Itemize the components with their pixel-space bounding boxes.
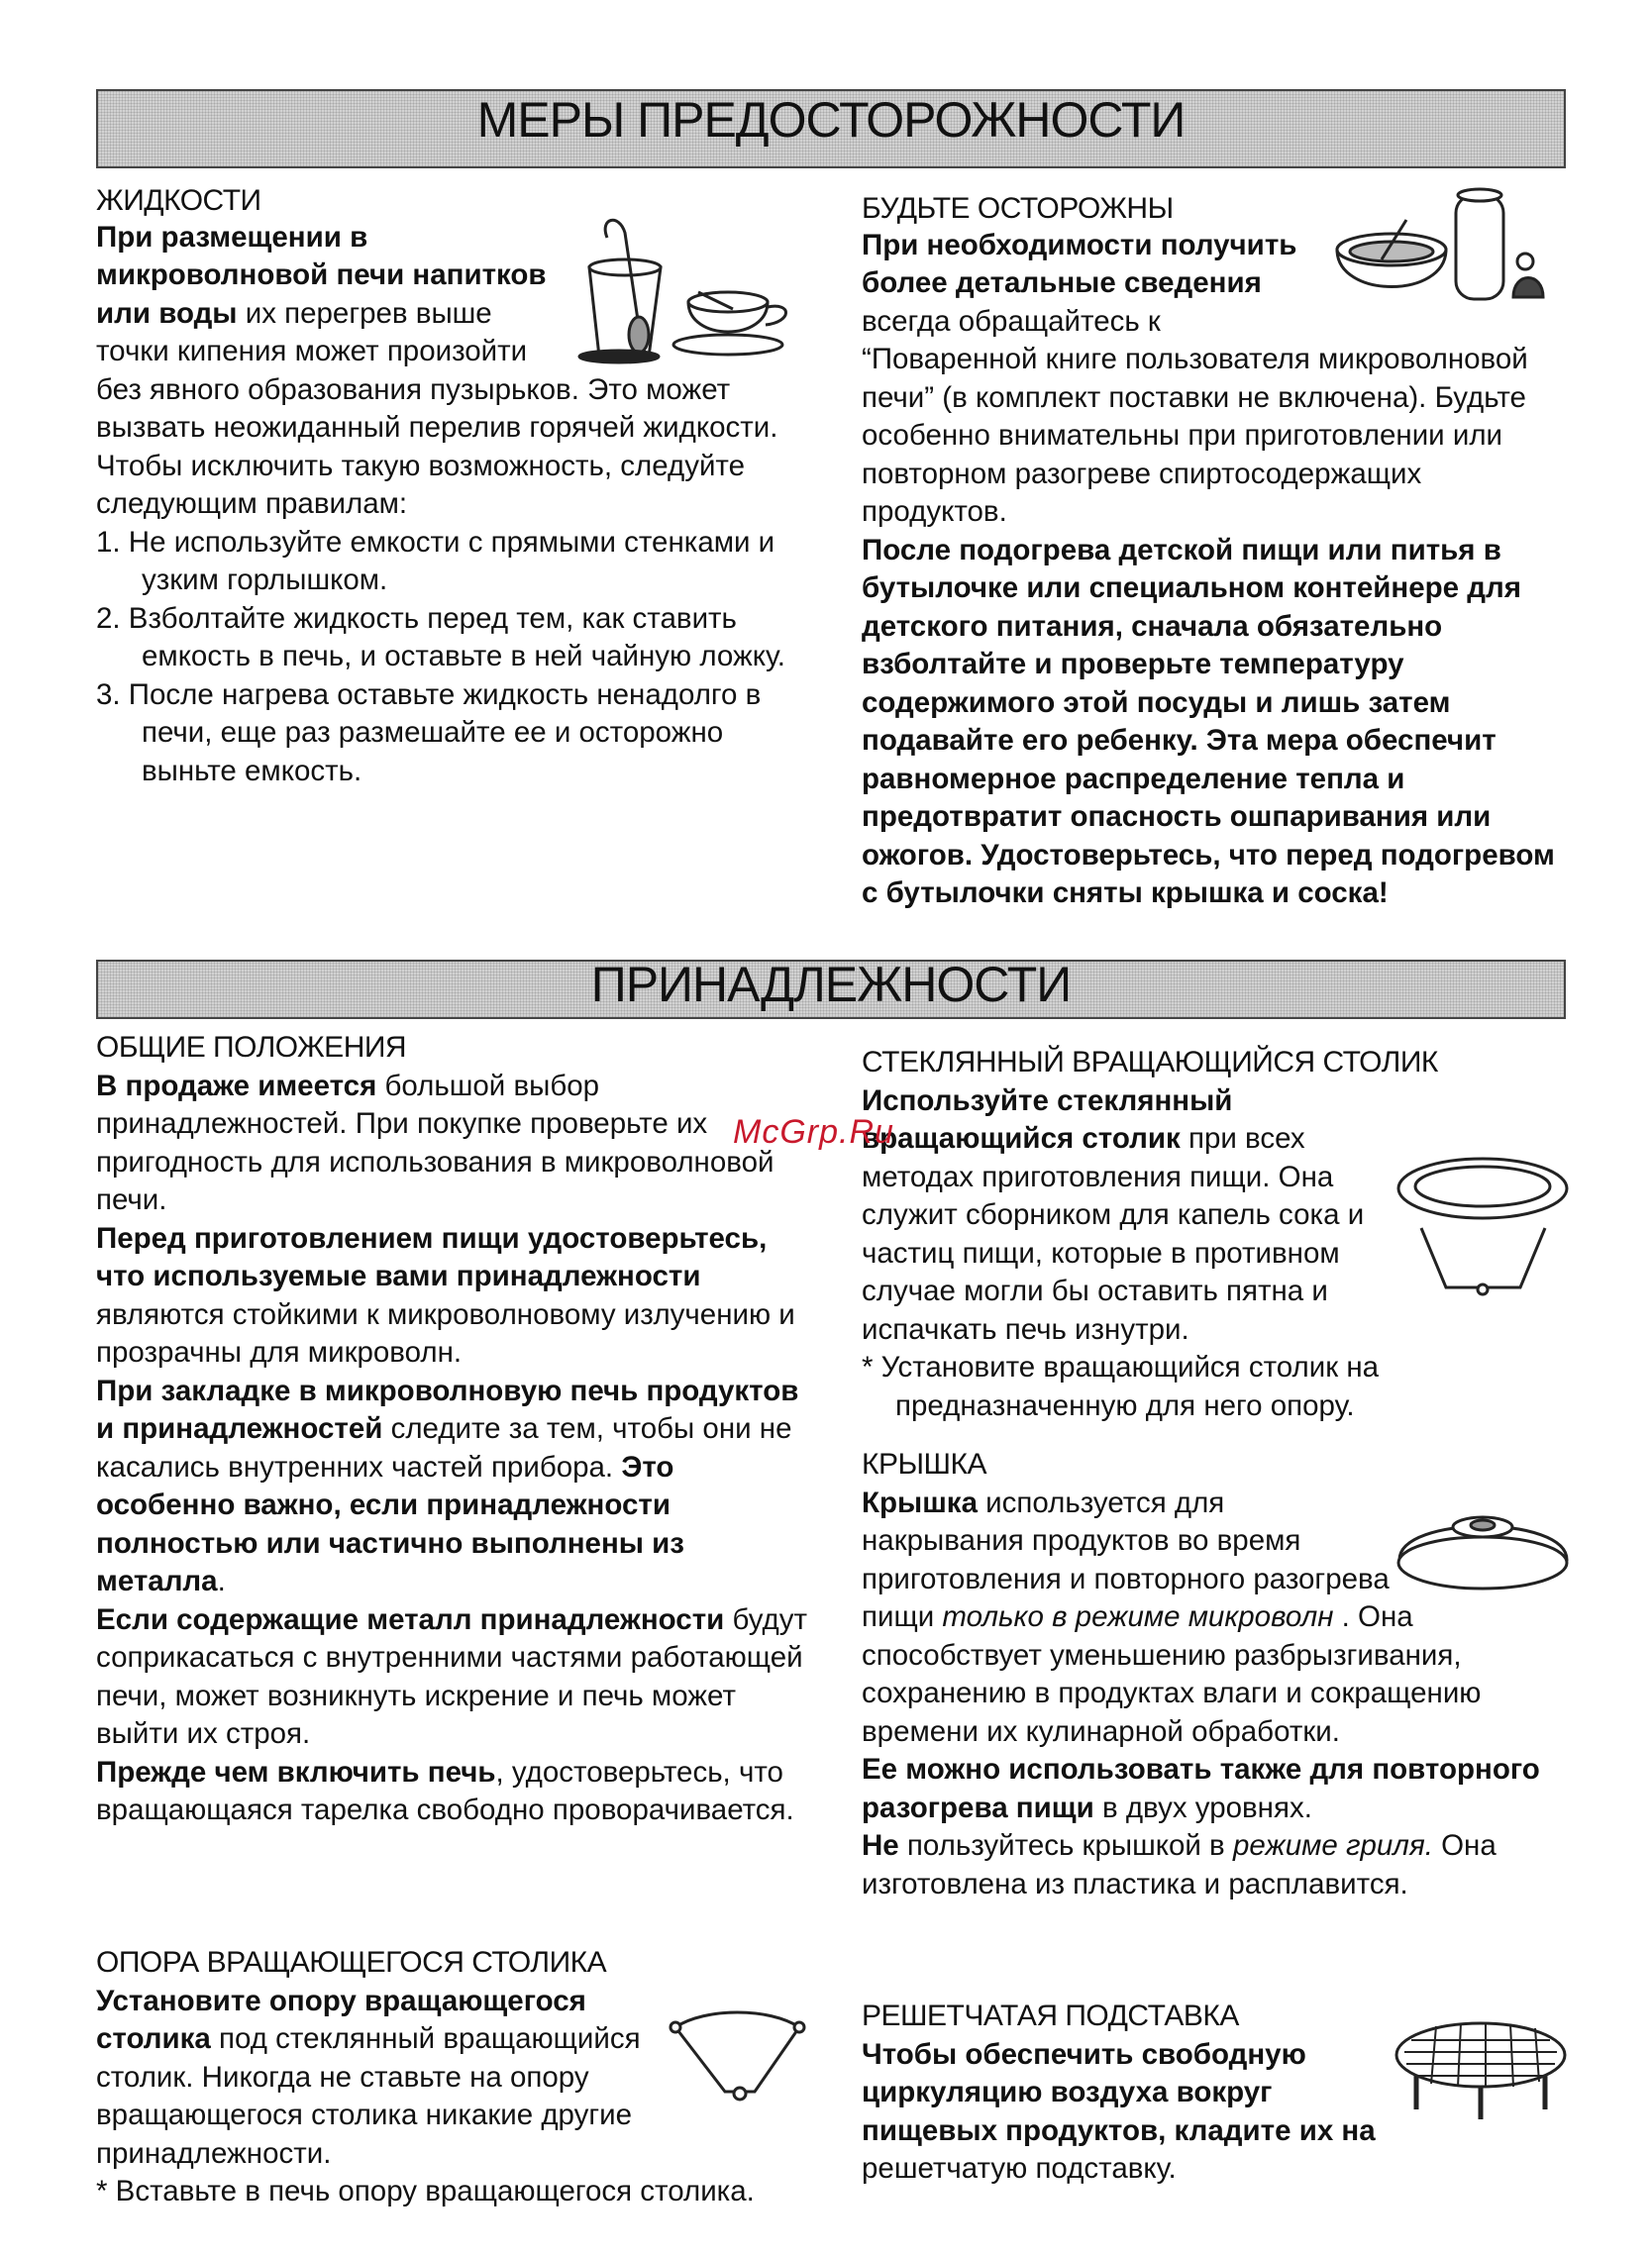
bowl-bottle-illustration (1327, 180, 1550, 319)
careful-bold-text: При необходимости получить более детальные сведения (862, 228, 1297, 299)
liquids-text: их перегрев выше точки кипения может произойти без явного образования пузырьков. Это может вызвать неожиданный перелив горячей жидкости. Чтобы исключить такую возможность, следуйте следующим правилам: (96, 296, 778, 520)
rack-text: решетчатую подставку. (862, 2152, 1177, 2185)
turntable-bold-text: Используйте стеклянный вращающийся столик (862, 1083, 1233, 1155)
cover-text-3: пользуйтесь крышкой в (898, 1829, 1233, 1862)
cover-text: используется для накрывания продуктов во время приготовления и повторного разогрева пищи (862, 1486, 1390, 1633)
support-heading: ОПОРА ВРАЩАЮЩЕГОСЯ СТОЛИКА (96, 1946, 607, 1979)
cover-paragraph-3 (862, 1827, 1575, 1903)
baby-food-warning: После подогрева детской пищи или питья в бутылочке или специальном контейнере для детского питания, сначала обязательно взболтайте и проверьте температуру содержимого этой посуды и лишь затем подавайте его ребенку. Эта мера обеспечит равномерное распределение тепла и предотвратит опасность ошпаривания или ожогов. Удостоверьтесь, что перед подогревом с бутылочки сняты крышка и соска! (862, 533, 1555, 909)
accessories-title: ПРИНАДЛЕЖНОСТИ (590, 957, 1072, 1012)
general-paragraph-1 (96, 1068, 809, 1220)
general-text-3: следите за тем, чтобы они не касались внутренних частей прибора. (96, 1412, 792, 1484)
general-bold-1: В продаже имеется (96, 1069, 377, 1102)
liquids-rule-2: 2. Взболтайте жидкость перед тем, как ставить емкость в печь, и оставьте в ней чайную ложку. (96, 601, 785, 672)
roller-ring-illustration (666, 1993, 809, 2106)
support-note: * Вставьте в печь опору вращающегося столика. (96, 2175, 755, 2207)
careful-paragraph-2 (862, 532, 1575, 913)
general-bold-3b: Это особенно важно, если принадлежности полностью или частично выполнены из металла (96, 1450, 684, 1597)
general-heading: ОБЩИЕ ПОЛОЖЕНИЯ (96, 1031, 407, 1064)
cover-bold-text: Крышка (862, 1486, 978, 1519)
rack-illustration (1387, 2010, 1575, 2124)
accessories-banner (96, 957, 1566, 1019)
general-paragraph-5 (96, 1754, 809, 1830)
liquids-heading: ЖИДКОСТИ (96, 184, 261, 217)
liquids-bold-text: При размещении в микроволновой печи напитков или воды (96, 220, 547, 330)
general-bold-4: Если содержащие металл принадлежности (96, 1602, 725, 1636)
general-bold-3: При закладке в микроволновую печь продуктов и принадлежностей (96, 1374, 799, 1445)
precautions-banner (96, 89, 1566, 168)
support-bold-text: Установите опору вращающегося столика (96, 1984, 586, 2055)
general-text-4: будут соприкасаться с внутренними частями работающей печи, может возникнуть искрение и печь может выйти их строя. (96, 1602, 807, 1750)
support-text: под стеклянный вращающийся столик. Никогда не ставьте на опору вращающегося столика никакие другие принадлежности. (96, 2022, 641, 2170)
careful-text: всегда обращайтесь к “Поваренной книге пользователя микроволновой печи” (в комплект поставки не включена). Будьте особенно внимательны при приготовлении или повторном разогреве спиртосодержащих продуктов. (862, 304, 1528, 528)
cover-bold-2: Ее можно использовать также для повторного разогрева пищи (862, 1753, 1540, 1824)
turntable-note: * Установите вращающийся столик на предназначенную для него опору. (862, 1351, 1380, 1422)
turntable-text: при всех методах приготовления пищи. Она служит сборником для капель сока и частиц пищи, которые в противном случае могли бы оставить пятна и испачкать печь изнутри. (862, 1122, 1365, 1346)
rack-heading: РЕШЕТЧАТАЯ ПОДСТАВКА (862, 2000, 1239, 2032)
liquids-rule-3: 3. После нагрева оставьте жидкость ненадолго в печи, еще раз размешайте ее и осторожно выньте емкость. (96, 677, 762, 787)
watermark: McGrp.Ru (733, 1113, 894, 1151)
glass-cup-illustration (569, 218, 807, 366)
general-text-5: , удостоверьтесь, что вращающаяся тарелка свободно проворачивается. (96, 1755, 794, 1826)
careful-heading: БУДЬТЕ ОСТОРОЖНЫ (862, 192, 1174, 225)
turntable-heading: СТЕКЛЯННЫЙ ВРАЩАЮЩИЙСЯ СТОЛИК (862, 1046, 1438, 1078)
general-section (96, 1029, 809, 1830)
cover-text-3-end: Она изготовлена из пластика и расплавится. (862, 1829, 1497, 1900)
general-bold-2: Перед приготовлением пищи удостоверьтесь, что используемые вами принадлежности (96, 1221, 768, 1292)
general-bold-5: Прежде чем включить печь (96, 1755, 496, 1789)
general-paragraph-2 (96, 1220, 809, 1373)
general-text-1: большой выбор принадлежностей. При покупке проверьте их пригодность для использования в микроволновой печи. (96, 1069, 774, 1216)
general-text-2: являются стойкими к микроволновому излучению и прозрачны для микроволн. (96, 1297, 795, 1369)
cover-paragraph-2 (862, 1751, 1575, 1827)
cover-italic-text: только в режиме микроволн (942, 1600, 1334, 1633)
general-paragraph-4 (96, 1601, 809, 1754)
general-paragraph-3 (96, 1373, 809, 1601)
rack-bold-text: Чтобы обеспечить свободную циркуляцию воздуха вокруг пищевых продуктов, кладите их на (862, 2037, 1376, 2147)
cover-illustration (1392, 1495, 1575, 1604)
cover-bold-3: Не (862, 1829, 899, 1862)
liquids-rule-1: 1. Не используйте емкости с прямыми стенками и узким горлышком. (96, 525, 775, 596)
precautions-title: МЕРЫ ПРЕДОСТОРОЖНОСТИ (476, 92, 1186, 148)
cover-heading: КРЫШКА (862, 1448, 987, 1481)
turntable-illustration (1392, 1149, 1575, 1312)
cover-text-2: в двух уровнях. (1093, 1791, 1312, 1824)
cover-italic-3: режиме гриля. (1232, 1829, 1433, 1862)
cover-text-end: . Она способствует уменьшению разбрызгивания, сохранению в продуктах влаги и сокращению времени их кулинарной обработки. (862, 1600, 1482, 1748)
general-text-3-end: . (217, 1565, 226, 1597)
